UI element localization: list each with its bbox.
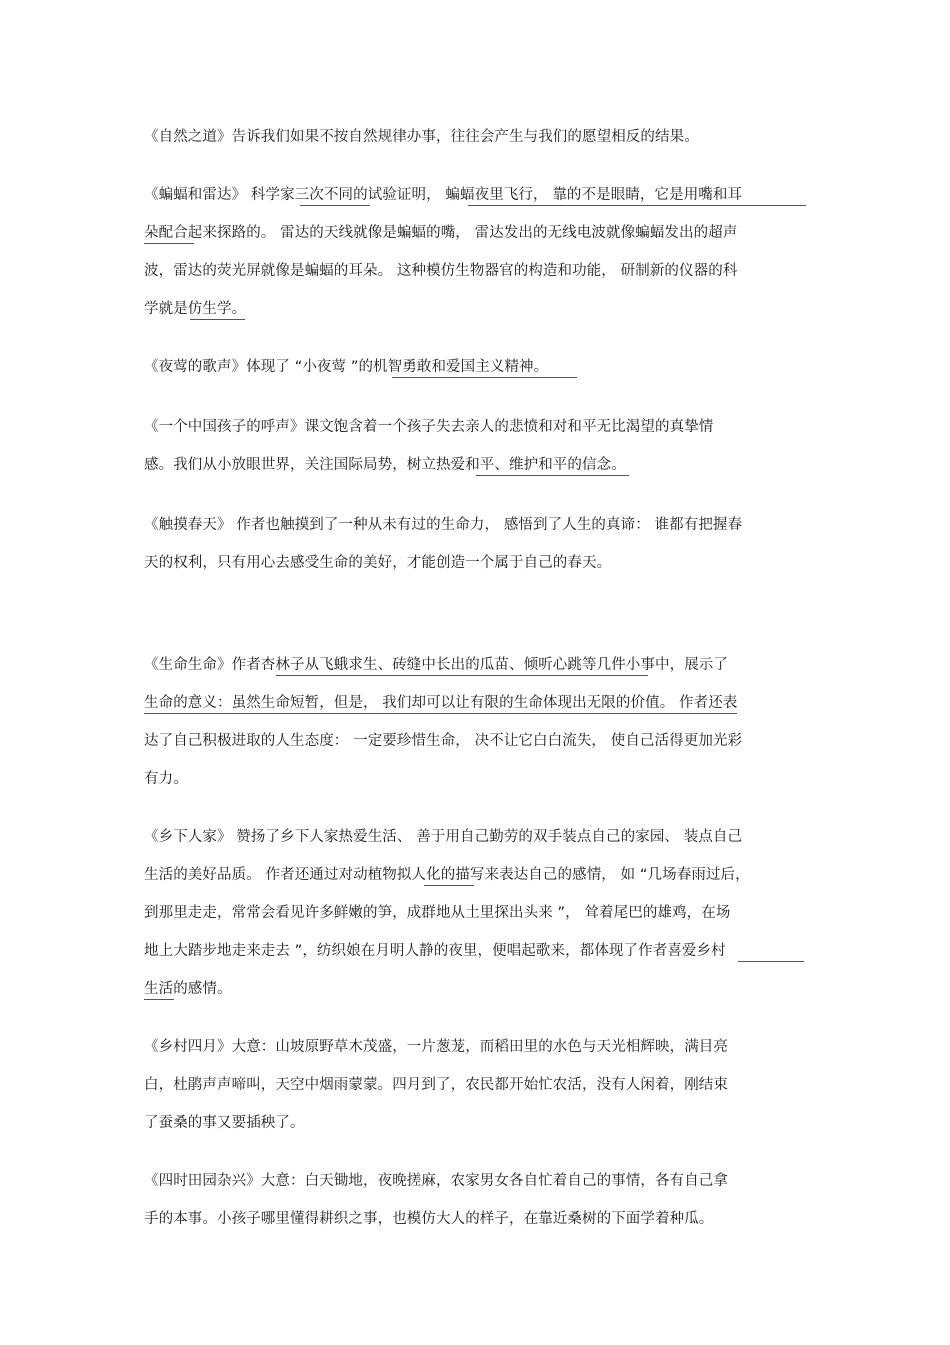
text-line: 有力。 — [144, 771, 188, 787]
underline — [144, 999, 174, 1000]
text-line: 生命的意义：虽然生命短暂，但是， 我们却可以让有限的生命体现出无限的价值。 作者还表 — [144, 695, 738, 711]
text-line: 《自然之道》告诉我们如果不按自然规律办事，往往会产生与我们的愿望相反的结果。 — [144, 129, 699, 145]
text-line: 《生命生命》作者杏林子从飞蛾求生、砖缝中长出的瓜苗、倾听心跳等几件小事中，展示了 — [144, 657, 728, 673]
text-line: 《乡下人家》 赞扬了乡下人家热爱生活、 善于用自己勤劳的双手装点自己的家园、 装点自己 — [144, 829, 743, 845]
text-line: 生活的感情。 — [144, 981, 232, 997]
text-line: 到那里走走，常常会看见许多鲜嫩的笋，成群地从土里探出头来 ”， 耸着尾巴的雄鸡，在场 — [144, 905, 731, 921]
text-line: 波，雷达的荧光屏就像是蝙蝠的耳朵。 这种模仿生物器官的构造和功能， 研制新的仪器的科 — [144, 263, 738, 279]
text-line: 手的本事。小孩子哪里懂得耕织之事，也模仿大人的样子，在靠近桑树的下面学着种瓜。 — [144, 1211, 714, 1227]
underline — [190, 319, 245, 320]
text-line: 天的权利，只有用心去感受生命的美好，才能创造一个属于自己的春天。 — [144, 555, 612, 571]
text-line: 《夜莺的歌声》体现了 “小夜莺 ”的机智勇敢和爱国主义精神。 — [144, 359, 549, 375]
text-line: 感。我们从小放眼世界，关注国际局势，树立热爱和平、维护和平的信念。 — [144, 457, 626, 473]
text-line: 《触摸春天》 作者也触摸到了一种从未有过的生命力， 感悟到了人生的真谛： 谁都有把握春 — [144, 517, 743, 533]
text-line: 《蝙蝠和雷达》 科学家三次不同的试验证明， 蝙蝠夜里飞行， 靠的不是眼睛，它是用嘴和耳 — [144, 187, 743, 203]
text-line: 达了自己积极进取的人生态度： 一定要珍惜生命， 决不让它白白流失， 使自己活得更加光彩 — [144, 733, 743, 749]
underline — [468, 205, 806, 206]
underline — [738, 961, 804, 962]
underline — [144, 713, 737, 714]
underline — [276, 675, 648, 676]
underline — [476, 475, 629, 476]
text-line: 学就是仿生学。 — [144, 301, 247, 317]
underline — [144, 243, 194, 244]
text-line: 朵配合起来探路的。 雷达的天线就像是蝙蝠的嘴， 雷达发出的无线电波就像蝙蝠发出的超声 — [144, 225, 738, 241]
text-line: 地上大踏步地走来走去 ”，纺织娘在月明人静的夜里，便唱起歌来，都体现了作者喜爱乡村 — [144, 943, 726, 959]
underline — [392, 377, 577, 378]
underline — [300, 205, 370, 206]
text-line: 了蚕桑的事又要插秧了。 — [144, 1115, 305, 1131]
text-line: 《一个中国孩子的呼声》课文饱含着一个孩子失去亲人的悲愤和对和平无比渴望的真挚情 — [144, 419, 714, 435]
text-line: 《乡村四月》大意：山坡原野草木茂盛，一片葱茏，而稻田里的水色与天光相辉映，满目亮 — [144, 1039, 728, 1055]
text-line: 白，杜鹃声声啼叫，天空中烟雨蒙蒙。四月到了，农民都开始忙农活，没有人闲着，刚结束 — [144, 1077, 728, 1093]
text-line: 生活的美好品质。 作者还通过对动植物拟人化的描写来表达自己的感情， 如 “几场春雨过后， — [144, 867, 750, 883]
text-line: 《四时田园杂兴》大意：白天锄地，夜晚搓麻，农家男女各自忙着自己的事情，各有自己拿 — [144, 1173, 728, 1189]
underline — [424, 885, 474, 886]
